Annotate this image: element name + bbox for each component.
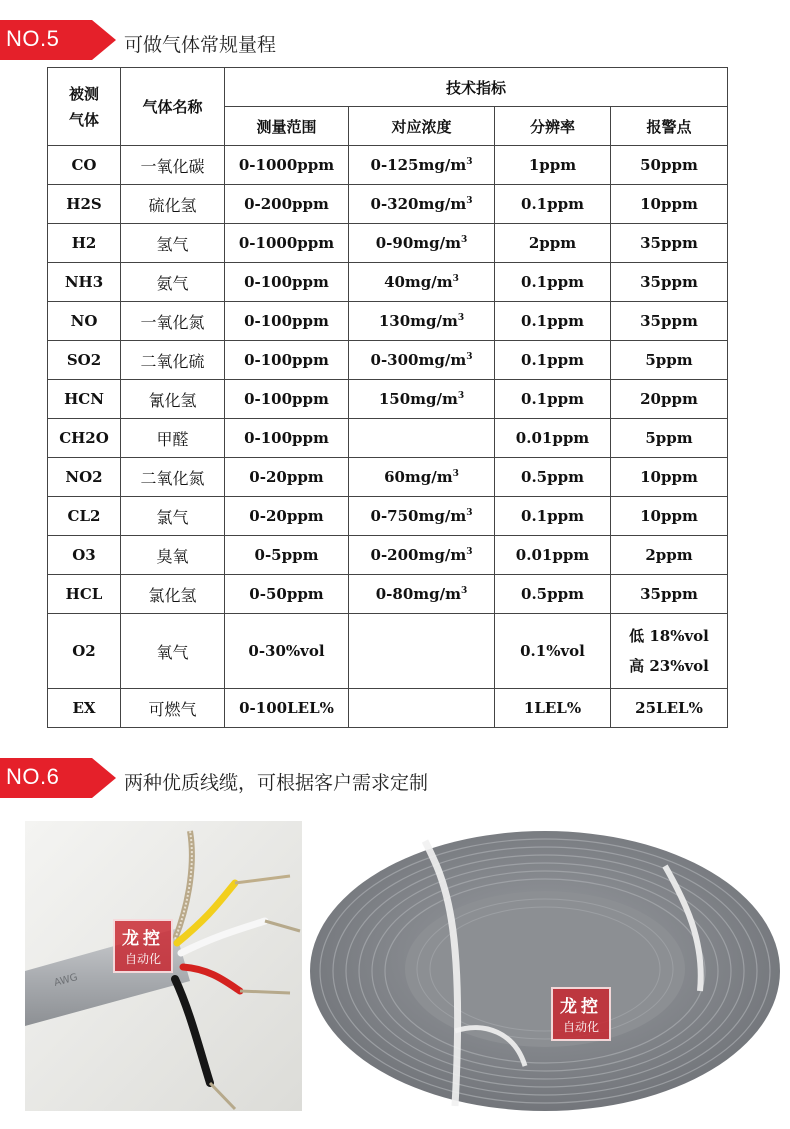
cell-conc bbox=[349, 302, 495, 341]
cell-range: 0-1000ppm bbox=[225, 146, 349, 185]
cell-name: 氯化氢 bbox=[121, 575, 225, 614]
conc-value: 0-750mg/m bbox=[370, 507, 467, 525]
table-row bbox=[48, 185, 728, 224]
cell-conc bbox=[349, 224, 495, 263]
watermark-line-2: 自动化 bbox=[562, 1020, 599, 1034]
cell-range: 0-100ppm bbox=[225, 419, 349, 458]
cell-res: 0.1ppm bbox=[495, 497, 611, 536]
conc-value: 60mg/m bbox=[384, 468, 453, 486]
cell-conc bbox=[349, 497, 495, 536]
superscript-3: 3 bbox=[466, 547, 473, 557]
cell-gas: CL2 bbox=[48, 497, 121, 536]
cell-name: 氯气 bbox=[121, 497, 225, 536]
header-gas: 被测气体 bbox=[48, 68, 121, 146]
cell-gas: NO bbox=[48, 302, 121, 341]
cell-name: 氨气 bbox=[121, 263, 225, 302]
cell-gas: EX bbox=[48, 689, 121, 728]
cell-conc bbox=[349, 185, 495, 224]
cell-res: 0.01ppm bbox=[495, 419, 611, 458]
alarm-low: 低 18%vol bbox=[629, 627, 709, 645]
table-row bbox=[48, 419, 728, 458]
header-alarm: 报警点 bbox=[611, 107, 728, 146]
section-5-badge bbox=[0, 20, 116, 60]
section-6-header bbox=[0, 758, 790, 798]
cell-name: 氰化氢 bbox=[121, 380, 225, 419]
cell-range: 0-200ppm bbox=[225, 185, 349, 224]
cell-alarm bbox=[611, 614, 728, 689]
cable-coil-photo bbox=[305, 821, 790, 1111]
header-res: 分辨率 bbox=[495, 107, 611, 146]
superscript-3: 3 bbox=[466, 157, 473, 167]
cell-res: 2ppm bbox=[495, 224, 611, 263]
watermark-line-1: 龙控 bbox=[560, 997, 602, 1017]
cell-conc bbox=[349, 689, 495, 728]
cell-res: 0.1ppm bbox=[495, 341, 611, 380]
cell-range: 0-30%vol bbox=[225, 614, 349, 689]
cell-gas: O3 bbox=[48, 536, 121, 575]
conc-value: 40mg/m bbox=[384, 273, 453, 291]
cell-res: 0.5ppm bbox=[495, 458, 611, 497]
cell-gas: H2S bbox=[48, 185, 121, 224]
section-5-badge-label: NO.5 bbox=[6, 26, 60, 51]
cell-name: 甲醛 bbox=[121, 419, 225, 458]
cell-alarm: 35ppm bbox=[611, 263, 728, 302]
cell-name: 臭氧 bbox=[121, 536, 225, 575]
conc-value: 0-320mg/m bbox=[370, 195, 467, 213]
header-range: 测量范围 bbox=[225, 107, 349, 146]
cell-res: 0.5ppm bbox=[495, 575, 611, 614]
conc-value: 130mg/m bbox=[378, 312, 458, 330]
cell-range: 0-50ppm bbox=[225, 575, 349, 614]
watermark-badge bbox=[113, 919, 173, 973]
svg-text:AWG: AWG bbox=[52, 972, 79, 989]
cell-range: 0-5ppm bbox=[225, 536, 349, 575]
cell-name: 氧气 bbox=[121, 614, 225, 689]
cell-alarm: 5ppm bbox=[611, 341, 728, 380]
watermark-badge bbox=[551, 987, 611, 1041]
cell-gas: SO2 bbox=[48, 341, 121, 380]
cell-range: 0-1000ppm bbox=[225, 224, 349, 263]
cell-alarm: 20ppm bbox=[611, 380, 728, 419]
section-6-title: 两种优质线缆，可根据客户需求定制 bbox=[124, 772, 429, 794]
cell-range: 0-100ppm bbox=[225, 302, 349, 341]
cell-gas: NO2 bbox=[48, 458, 121, 497]
cell-alarm: 2ppm bbox=[611, 536, 728, 575]
conc-value: 150mg/m bbox=[378, 390, 458, 408]
cell-conc bbox=[349, 419, 495, 458]
cell-name: 硫化氢 bbox=[121, 185, 225, 224]
cell-range: 0-100ppm bbox=[225, 341, 349, 380]
cell-conc bbox=[349, 536, 495, 575]
table-row-o2 bbox=[48, 614, 728, 689]
header-spec: 技术指标 bbox=[225, 68, 728, 107]
cell-alarm: 35ppm bbox=[611, 224, 728, 263]
cell-gas: H2 bbox=[48, 224, 121, 263]
conc-value: 0-90mg/m bbox=[375, 234, 461, 252]
table-row-ex bbox=[48, 689, 728, 728]
table-row bbox=[48, 380, 728, 419]
table-row bbox=[48, 302, 728, 341]
cell-res: 0.1ppm bbox=[495, 185, 611, 224]
cell-range: 0-20ppm bbox=[225, 497, 349, 536]
cell-name: 二氧化氮 bbox=[121, 458, 225, 497]
cell-alarm: 5ppm bbox=[611, 419, 728, 458]
cell-res: 0.01ppm bbox=[495, 536, 611, 575]
table-row bbox=[48, 146, 728, 185]
header-name: 气体名称 bbox=[121, 68, 225, 146]
cell-range: 0-100LEL% bbox=[225, 689, 349, 728]
cell-alarm: 10ppm bbox=[611, 497, 728, 536]
superscript-3: 3 bbox=[466, 352, 473, 362]
cell-res: 1LEL% bbox=[495, 689, 611, 728]
section-5-header bbox=[0, 20, 790, 60]
superscript-3: 3 bbox=[457, 313, 465, 323]
superscript-3: 3 bbox=[457, 391, 465, 401]
superscript-3: 3 bbox=[466, 508, 473, 518]
conc-value: 0-125mg/m bbox=[370, 156, 467, 174]
alarm-high: 高 23%vol bbox=[629, 657, 709, 675]
watermark-line-1: 龙控 bbox=[122, 929, 164, 949]
table-header-row-1 bbox=[48, 68, 728, 107]
cell-alarm: 10ppm bbox=[611, 185, 728, 224]
cell-gas: HCN bbox=[48, 380, 121, 419]
cell-res: 0.1ppm bbox=[495, 302, 611, 341]
cell-name: 可燃气 bbox=[121, 689, 225, 728]
section-6-badge bbox=[0, 758, 116, 798]
superscript-3: 3 bbox=[466, 196, 473, 206]
superscript-3: 3 bbox=[452, 274, 459, 284]
table-row bbox=[48, 224, 728, 263]
cell-name: 一氧化氮 bbox=[121, 302, 225, 341]
table-row bbox=[48, 536, 728, 575]
cell-alarm: 25LEL% bbox=[611, 689, 728, 728]
section-5-title: 可做气体常规量程 bbox=[124, 34, 277, 56]
cell-conc bbox=[349, 341, 495, 380]
watermark-line-2: 自动化 bbox=[124, 952, 161, 966]
cable-end-photo bbox=[25, 821, 302, 1111]
superscript-3: 3 bbox=[452, 469, 459, 479]
cell-name: 二氧化硫 bbox=[121, 341, 225, 380]
cell-name: 氢气 bbox=[121, 224, 225, 263]
conc-value: 0-80mg/m bbox=[375, 585, 461, 603]
cell-conc bbox=[349, 146, 495, 185]
cell-alarm: 10ppm bbox=[611, 458, 728, 497]
conc-value: 0-200mg/m bbox=[370, 546, 467, 564]
cell-alarm: 50ppm bbox=[611, 146, 728, 185]
superscript-3: 3 bbox=[460, 586, 468, 596]
cell-conc bbox=[349, 458, 495, 497]
header-conc: 对应浓度 bbox=[349, 107, 495, 146]
table-row bbox=[48, 575, 728, 614]
cell-res: 0.1%vol bbox=[495, 614, 611, 689]
cell-conc bbox=[349, 380, 495, 419]
table-body bbox=[48, 146, 728, 614]
superscript-3: 3 bbox=[460, 235, 468, 245]
section-6-badge-label: NO.6 bbox=[6, 764, 60, 789]
cell-alarm: 35ppm bbox=[611, 302, 728, 341]
cell-gas: O2 bbox=[48, 614, 121, 689]
table-row bbox=[48, 341, 728, 380]
cell-range: 0-100ppm bbox=[225, 263, 349, 302]
cell-res: 1ppm bbox=[495, 146, 611, 185]
cell-gas: HCL bbox=[48, 575, 121, 614]
cell-gas: NH3 bbox=[48, 263, 121, 302]
table-row bbox=[48, 458, 728, 497]
cell-res: 0.1ppm bbox=[495, 380, 611, 419]
table-row bbox=[48, 497, 728, 536]
cell-conc bbox=[349, 575, 495, 614]
cell-conc bbox=[349, 614, 495, 689]
cell-range: 0-20ppm bbox=[225, 458, 349, 497]
table-row bbox=[48, 263, 728, 302]
cell-alarm: 35ppm bbox=[611, 575, 728, 614]
cell-range: 0-100ppm bbox=[225, 380, 349, 419]
cell-gas: CH2O bbox=[48, 419, 121, 458]
cable-coil-image bbox=[305, 821, 790, 1111]
cell-name: 一氧化碳 bbox=[121, 146, 225, 185]
cell-res: 0.1ppm bbox=[495, 263, 611, 302]
gas-spec-table bbox=[47, 67, 728, 728]
cell-conc bbox=[349, 263, 495, 302]
cell-gas: CO bbox=[48, 146, 121, 185]
conc-value: 0-300mg/m bbox=[370, 351, 467, 369]
